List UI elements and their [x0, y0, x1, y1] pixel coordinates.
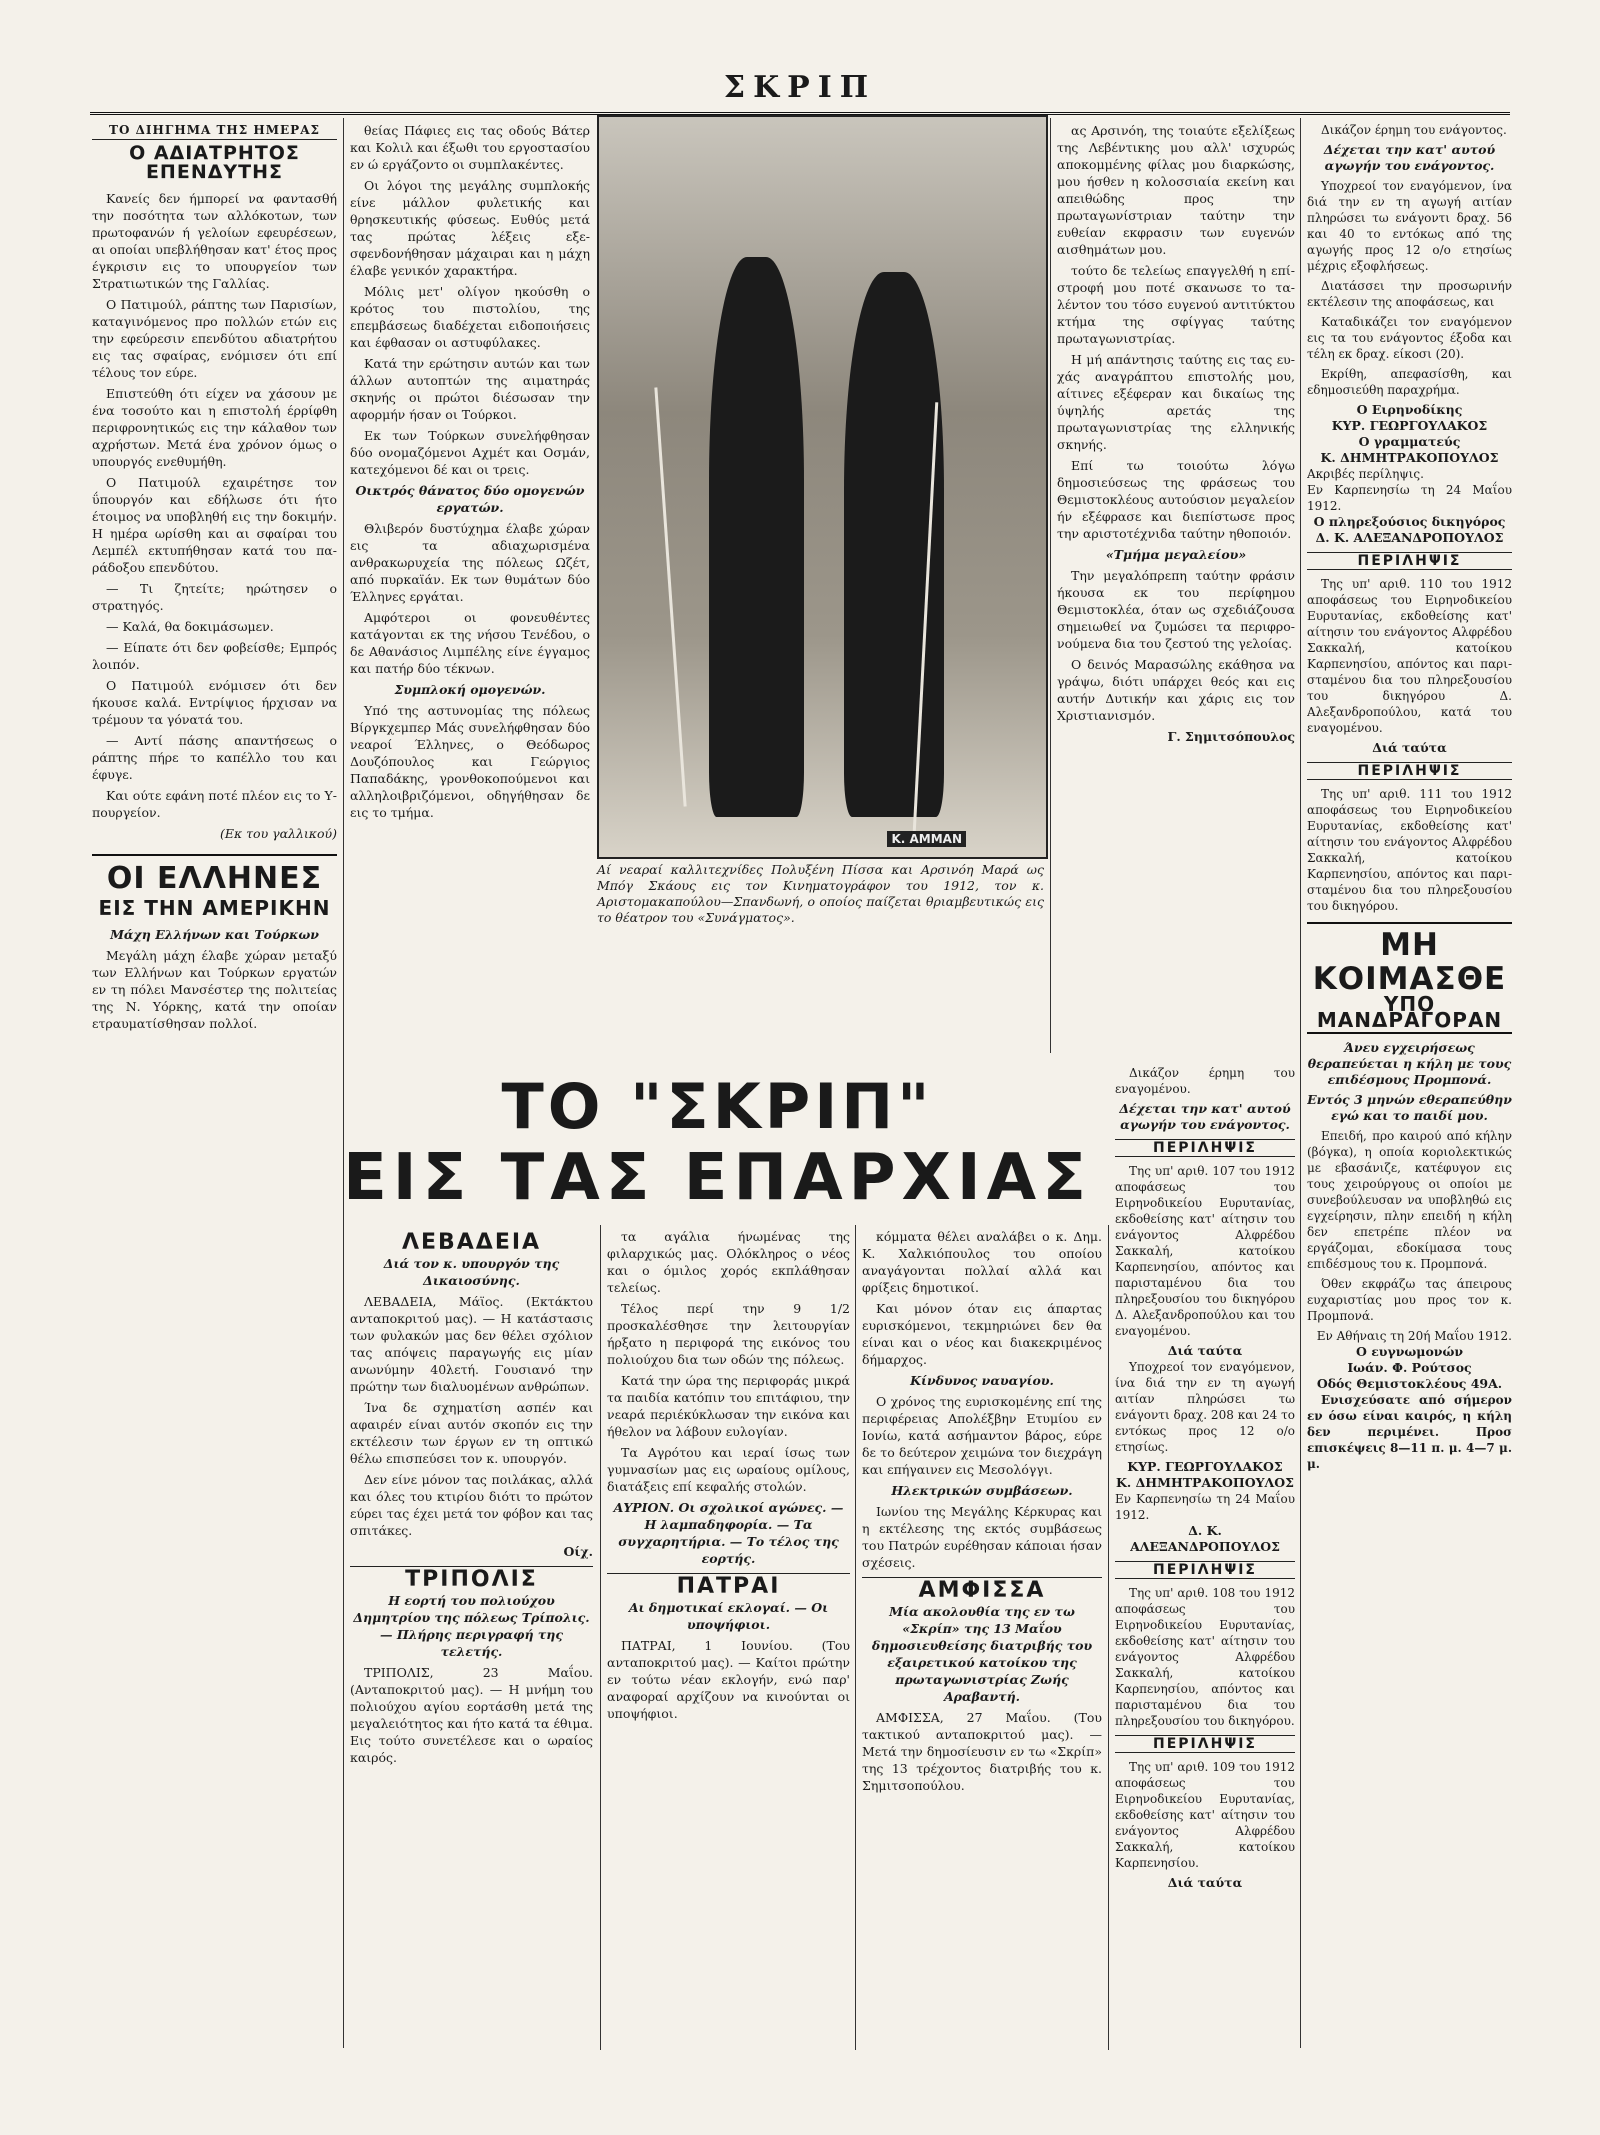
- photo-credit: Κ. ΑΜΜΑΝ: [887, 831, 966, 847]
- notice-heading: ΠΕΡΙΛΗΨΙΣ: [1307, 552, 1512, 570]
- subhead: Η εορτή του πολιούχου Δημητρίου της πόλεως Τρίπολις. — Πλήρης περιγραφή της τελετής.: [353, 1593, 590, 1659]
- paragraph: Εκρίθη, απεφασίσθη, και εδημοσιεύθη παραχρήμα.: [1307, 367, 1512, 397]
- paragraph: Και ούτε εφάνη ποτέ πλέον εις το Υπουργείον.: [92, 788, 337, 820]
- judge-title: Ο Ειρηνοδίκης: [1356, 402, 1463, 417]
- paragraph: Τα Αγρότου και ιεραί ίσως των γυμνασίων μας εις ωραίους ομίλους, διατάξεις επί κεφαλής στολών.: [607, 1445, 850, 1494]
- notice-heading: ΠΕΡΙΛΗΨΙΣ: [1307, 762, 1512, 780]
- subhead: «Τμήμα μεγαλείου»: [1105, 547, 1247, 562]
- paragraph: Τέλος περί την 9 1/2 προσκαλέσθησε την λειτουργίαν ήρξατο η περιφορά της εικόνος του πολιούχου δια των οδών της πόλεως.: [607, 1301, 850, 1367]
- column-rule: [1050, 118, 1051, 1053]
- story2-subtitle: ΕΙΣ ΤΗΝ ΑΜΕΡΙΚΗΝ: [98, 896, 331, 920]
- story2-kicker: Μάχη Ελλήνων και Τούρκων: [110, 927, 319, 942]
- subhead: Ηλεκτρικών συμβάσεων.: [891, 1483, 1073, 1498]
- paragraph: Της υπ' αριθ. 110 του 1912 αποφάσεως του Ειρηνοδικείου Ευρυτανίας, εκδοθείσης κατ' αίτησιν του ενάγοντος Αλφρέδου Σακκαλή, κατοίκου Καρπενησίου, απόντος και παρισταμένου δια του πληρεξουσίου του δικηγόρου Δ. Αλεξανδροπούλου, κατά του εναγομένου.: [1307, 577, 1512, 735]
- paragraph: ΤΡΙΠΟΛΙΣ, 23 Μαΐου. (Ανταποκριτού μας). — Η μνήμη του πολιούχου αγίου εορτάσθη μετά της μεγαλειότητος και ήτο κατά τα έθιμα. Εις τούτο συνετέλεσε και ο ωραίος καιρός.: [350, 1665, 593, 1765]
- lower-column-4: [1115, 1065, 1295, 2050]
- paragraph: Της υπ' αριθ. 109 του 1912 αποφάσεως του Ειρηνοδικείου Ευρυτανίας, εκδοθείσης κατ' αίτησιν του ενάγοντος Αλφρέδου Σακκαλή, κατοίκου Καρπενησίου.: [1115, 1760, 1295, 1870]
- paragraph: Καταδικάζει τον εναγόμενον εις τα του ενάγοντος έξοδα και τέλη εκ δραχ. είκοσι (20).: [1307, 315, 1512, 361]
- clerk-name: Κ. ΔΗΜΗΤΡΑΚΟΠΟΥΛΟΣ: [1320, 450, 1499, 465]
- ad-testimonial-head: Εντός 3 μηνών εθεραπεύθην εγώ και το παιδί μου.: [1307, 1092, 1512, 1123]
- paragraph: — Είπατε ότι δεν φοβείσθε; Εμπρός λοιπόν.: [92, 640, 337, 672]
- paragraph: τούτο δε τελείως επαγγελθή η επίστροφή μου ποτέ σκανωσε το ταλέντον του τόσο ευγενού αντιτύκτου κτήμα της σφίγγας ταύτης πρωταγωνιστρίας.: [1057, 263, 1295, 346]
- notice-heading: ΠΕΡΙΛΗΨΙΣ: [1115, 1561, 1295, 1579]
- subhead: Συμπλοκή ομογενών.: [394, 682, 546, 697]
- paragraph: Επειδή, προ καιρού από κήλην (βόγκα), η οποία κοριολεκτικώς με εβασάνιζε, κατέφυγον εις τους χειρούργους οι οποίοι με συνεβούλευσαν να υποβληθώ εις εγχείρησιν, πλην επειδή η κήλη δεν επετρέπε πλέον να εργάζομαι, εδοκίμασα τους επιδέσμους του κ. Προμπονά.: [1307, 1129, 1512, 1271]
- section-heading: ΛΕΒΑΔΕΙΑ: [401, 1230, 542, 1255]
- headline-line-1: ΤΟ "ΣΚΡΙΠ": [501, 1070, 934, 1143]
- paragraph: Ο χρόνος της ευρισκομένης επί της περιφέρειας Απολέξβην Ετυμίου εν Ιονίω, κατά ασήμαντον βάρος, εύρε δε το δεύτερον χειμώνα τον διεχράγη και επήγαινεν εις Μεσολόγγι.: [862, 1394, 1102, 1477]
- subhead: Αι δημοτικαί εκλογαί. — Οι υποψήφιοι.: [628, 1600, 829, 1632]
- paragraph: θείας Πάφιες εις τας οδούς Βάτερ και Κολιλ και έξωθι του εργοστασίου εν ώ εργάζοντο οι συμπλακέντες.: [350, 123, 590, 172]
- notice-subhead: Διά ταύτα: [1167, 1343, 1243, 1358]
- column-rule: [1108, 1225, 1109, 2050]
- column-4: [1307, 122, 1512, 2052]
- paragraph: Επί τω τοιούτω λόγω δημοσιεύσεως της φράσεως του Θεμιστοκλέους αυτούσιον μεγαλείον ήν εξέφρασε και διεπίστωσε προς την αριστοτέχνιδα ταύτην ηθοποιόν.: [1057, 458, 1295, 541]
- section-headline: [330, 1072, 1105, 1214]
- column-3: [1057, 122, 1295, 1052]
- paragraph: Ο Πατιμούλ, ράπτης των Παρισίων, καταγινόμενος προ πολλών ετών εις την εφεύρεσιν επενδύτου αδιατρήτου εις τας σφαίρας, ενόμισεν ότι επί τέλους τον εύρε.: [92, 297, 337, 380]
- paragraph: ΠΑΤΡΑΙ, 1 Ιουνίου. (Του ανταποκριτού μας). — Καίτοι πρώτην εν τούτω νέαν εκλογήν, ενώ παρ' αναφοραί αρχίζουν να κινούνται οι υποψήφιοι.: [607, 1638, 850, 1721]
- subhead: Μία ακολουθία της εν τω «Σκρίπ» της 13 Μαΐου δημοσιευθείσης διατριβής του εξαιρετικού κατοίκου της πρωταγωνιστρίας Ζωής Αραβαντή.: [871, 1604, 1093, 1704]
- clerk-name: Κ. ΔΗΜΗΤΡΑΚΟΠΟΥΛΟΣ: [1116, 1475, 1294, 1490]
- paragraph: Υπό της αστυνομίας της πόλεως Βίργκχεμπερ Μάς συνελήφθησαν δύο νεαροί Έλληνες, ο Θεόδωρος Δουζόπουλος και Γεώργιος Παπαδάκης, γρονθοκοπούμενοι και αλληλοιβριζόμενοι, οδηγήθησαν δε εις το τμήμα.: [350, 703, 590, 820]
- subhead: Κίνδυνος ναυαγίου.: [910, 1373, 1054, 1388]
- masthead-title: ΣΚΡΙΠ: [723, 70, 877, 105]
- lower-column-2: [607, 1228, 850, 2048]
- notice-subhead: Διά ταύτα: [1167, 1875, 1243, 1890]
- photo-two-actresses: [597, 115, 1048, 859]
- notice-date: Εν Καρπενησίω τη 24 Μαΐου 1912.: [1307, 483, 1512, 513]
- story-kicker: ΤΟ ΔΙΗΓΗΜΑ ΤΗΣ ΗΜΕΡΑΣ: [92, 122, 337, 140]
- section-heading: ΑΜΦΙΣΣΑ: [862, 1577, 1102, 1599]
- staff-left: [654, 387, 686, 806]
- subhead: Δέχεται την κατ' αυτού αγωγήν του ενάγοντος.: [1323, 142, 1496, 173]
- judge-name: ΚΥΡ. ΓΕΩΡΓΟΥΛΑΚΟΣ: [1331, 418, 1488, 433]
- paragraph: — Αντί πάσης απαντήσεως ο ράπτης πήρε το καπέλλο του και έφυγε.: [92, 733, 337, 782]
- paragraph: Επιστεύθη ότι είχεν να χάσουν με ένα τοσούτο και η επιστολή έρρίφθη περιφρονητικώς εις την κάλαθον των αχρήστων. Μετά ένα χρόνον όμως ο υπουργός ενεθυμήθη.: [92, 386, 337, 469]
- paragraph: Ίνα δε σχηματίση ασπέν και αφαιρέν είναι αυτόν σκοπόν εις την εκτέλεσιν των έργων εν τη οπτικώ θέλω επισπεύσει τον κ. υπουργόν.: [350, 1400, 593, 1466]
- paragraph: Ενισχεύσατε από σήμερον εν όσω είναι καιρός, η κήλη δεν περιμένει. Προσ επισκέψεις 8—11 π. μ. 4—7 μ. μ.: [1307, 1393, 1512, 1471]
- ad-date: Εν Αθήναις τη 20ή Μαΐου 1912.: [1316, 1329, 1512, 1343]
- ad-headline: ΜΗ ΚΟΙΜΑΣΘΕ: [1312, 927, 1507, 997]
- story-source: (Εκ του γαλλικού): [219, 826, 337, 841]
- paragraph: Και μόνον όταν εις άπαρτας ευρισκόμενοι, τεκμηριώνει δεν θα είναι και ο νέος και διακεκριμένος δήμαρχος.: [862, 1301, 1102, 1367]
- notice-date: Εν Καρπενησίω τη 24 Μαΐου 1912.: [1115, 1492, 1295, 1522]
- paragraph: Αμφότεροι οι φονευθέντες κατάγονται εκ της νήσου Τενέδου, ο δε Αθανάσιος Λιμπέλης είνε έγγαμος και πατήρ δύο τέκνων.: [350, 610, 590, 676]
- ad-tagline: Άνευ εγχειρήσεως θεραπεύεται η κήλη με τους επιδέσμους Προμπονά.: [1307, 1040, 1512, 1087]
- column-rule: [600, 1225, 601, 2050]
- column-1: [92, 122, 337, 2052]
- paragraph: Δικάζον έρημη του εναγομένου.: [1115, 1066, 1295, 1096]
- paragraph: Της υπ' αριθ. 108 του 1912 αποφάσεως του Ειρηνοδικείου Ευρυτανίας, εκδοθείσης κατ' αίτησιν του ενάγοντος Αλφρέδου Σακκαλή, κατοίκου Καρπενησίου, απόντος και παρισταμένου δια του πληρεξουσίου του δικηγόρου.: [1115, 1586, 1295, 1728]
- subhead: Δέχεται την κατ' αυτού αγωγήν του ενάγοντος.: [1119, 1101, 1291, 1132]
- paragraph: Όθεν εκφράζω τας άπειρους ευχαριστίας μου προς τον κ. Προμπονά.: [1307, 1277, 1512, 1323]
- paragraph: Την μεγαλόπρεπη ταύτην φράσιν ήκουσα εκ του περίφημου Θεμιστοκλέα, όταν ως σχεδιάζουσα σημειωθεί να ζυμώσει τα περιφρονούμενα δια του ζεστού της γελοίας.: [1057, 568, 1295, 651]
- column-rule: [855, 1225, 856, 2050]
- figure-left-silhouette: [709, 257, 804, 817]
- paragraph: ΛΕΒΑΔΕΙΑ, Μάϊος. (Εκτάκτου ανταποκριτού μας). — Η κατάστασις των φυλακών μας δεν θέλει σχόλιον τας απόψεις παραγωγής εις μίαν ανωνύμην 40λετή. Γουσιανό την πρώτην των διαλυομένων ανθρώπων.: [350, 1294, 593, 1394]
- paragraph: Η μή απάντησις ταύτης εις τας ευχάς αναγράπτου επιστολής μου, αίτινες εξέφεραν και δικαίως της ύψηλής αρετάς της πρωταγωνιστρίας της ελληνικής σκηνής.: [1057, 352, 1295, 452]
- paragraph: Ο δεινός Μαρασώλης εκάθησα να γράψω, διότι υπάρχει θεός και εις αυτήν Δυτικήν και χάρις εις τον Χριστιανισμόν.: [1057, 657, 1295, 723]
- notice-heading: ΠΕΡΙΛΗΨΙΣ: [1115, 1139, 1295, 1157]
- notice-heading: ΠΕΡΙΛΗΨΙΣ: [1115, 1735, 1295, 1753]
- paragraph: ΑΜΦΙΣΣΑ, 27 Μαΐου. (Του τακτικού ανταποκριτού μας). — Μετά την δημοσίευσιν εν τω «Σκρίπ» της 13 τρέχοντος διατριβής του κ. Σημιτσοπούλου.: [862, 1710, 1102, 1793]
- paragraph: Μόλις μετ' ολίγον ηκούσθη ο κρότος του πιστολίου, της επεμβάσεως διαδέχεται ειδοποιήσεις και έφθασαν οι αστυφύλακες.: [350, 284, 590, 350]
- clerk-title: Ο γραμματεύς: [1358, 434, 1461, 449]
- story-title: Ο ΑΔΙΑΤΡΗΤΟΣ ΕΠΕΝΔΥΤΗΣ: [129, 142, 300, 183]
- paragraph: Ο Πατιμούλ ενόμισεν ότι δεν ήκουσε καλά. Εντρίψιος ήρχισαν να τρέμουν τα γόνατά του.: [92, 678, 337, 727]
- ad-subheadline: ΥΠΟ ΜΑΝΔΡΑΓΟΡΑΝ: [1316, 992, 1503, 1032]
- paragraph: τα αγάλια ήνωμένας της φιλαρχικώς μας. Ολόκληρος ο νέος και ο όμιλος χορός εκπλάθησαν τελείως.: [607, 1229, 850, 1295]
- lawyer-name: Δ. Κ. ΑΛΕΞΑΝΔΡΟΠΟΥΛΟΣ: [1315, 530, 1504, 545]
- paragraph: Οι λόγοι της μεγάλης συμπλοκής είνε μάλλον φυλετικής και θρησκευτικής φύσεως. Ευθύς μετά τας πρώτας λέξεις εξεσφενδονήθησαν μάχαιραι και η μάχη έλαβε γενικόν χαρακτήρα.: [350, 178, 590, 278]
- ad-signer-name: Ιωάν. Φ. Ρούτσος: [1347, 1360, 1472, 1375]
- lower-column-3: [862, 1228, 1102, 2048]
- ad-signer-title: Ο ευγνωμονών: [1355, 1344, 1464, 1359]
- paragraph: Θλιβερόν δυστύχημα έλαβε χώραν εις τα αδιαχωρισμένα ανθρακωρυχεία της πόλεως Ωζέτ, από πυρκαϊάν. Εκ των θυμάτων δύο Έλληνες εργάται.: [350, 521, 590, 604]
- paragraph: — Καλά, θα δοκιμάσωμεν.: [106, 619, 274, 634]
- copy-note: Ακριβές περίληψις.: [1307, 467, 1424, 481]
- author-signature: Γ. Σημιτσόπουλος: [1167, 729, 1295, 744]
- paragraph: — Τι ζητείτε; ηρώτησεν ο στρατηγός.: [92, 581, 337, 613]
- story2-title: ΟΙ ΕΛΛΗΝΕΣ: [106, 861, 323, 896]
- paragraph: κόμματα θέλει αναλάβει ο κ. Δημ. Κ. Χαλκιόπουλος του οποίου αναγάγονται πολλαί αλλά και φρίξεις δημοτικοί.: [862, 1229, 1102, 1295]
- paragraph: Υποχρεοί τον εναγόμενον, ίνα διά την εν τη αγωγή αιτίαν πληρώσει τω ενάγοντι δραχ. 208 και 24 το εντόκως προς 12 ο/ο ετησίως.: [1115, 1360, 1295, 1454]
- lower-column-1: [350, 1228, 593, 2048]
- paragraph: Διατάσσει την προσωρινήν εκτέλεσιν της αποφάσεως, και: [1307, 279, 1512, 309]
- paragraph: Κατά την ώρα της περιφοράς μικρά τα παιδία κατόπιν του επιτάφιου, την νεαρά περιέκύκλωσαν την εικόνα και ήθελον να λάβουν ευλογίαν.: [607, 1373, 850, 1439]
- paragraph: Ιωνίου της Μεγάλης Κέρκυρας και η εκτέλεσης της εκτός συμβάσεως του Πατρών ευρέθησαν κάποιαι ήσαν σχέσεις.: [862, 1504, 1102, 1570]
- paragraph: Μεγάλη μάχη έλαβε χώραν μεταξύ των Ελλήνων και Τούρκων εργατών εν τη πόλει Μανσέστερ της πολιτείας της Ν. Υόρκης, κατά την οποίαν ετραυματίσθησαν πολλοί.: [92, 948, 337, 1031]
- advertisement-header: [1307, 922, 1512, 1034]
- column-2: [350, 122, 590, 1052]
- notice-subhead: Διά ταύτα: [1372, 740, 1447, 755]
- lawyer-name: Δ. Κ. ΑΛΕΞΑΝΔΡΟΠΟΥΛΟΣ: [1130, 1523, 1280, 1554]
- paragraph: Της υπ' αριθ. 107 του 1912 αποφάσεως του Ειρηνοδικείου Ευρυτανίας, εκδοθείσης κατ' αίτησιν του ενάγοντος Αλφρέδου Σακκαλή, κατοίκου Καρπενησίου, απόντος και παρισταμένου δια του πληρεξουσίου του δικηγόρου Δ. Αλεξανδροπούλου και του εναγομένου.: [1115, 1164, 1295, 1338]
- section-heading: ΤΡΙΠΟΛΙΣ: [350, 1566, 593, 1588]
- paragraph: Εκ των Τούρκων συνελήφθησαν δύο ονομαζόμενοι Αχμέτ και Οσμάν, κατεχόμενοι δέ και οι τρεις.: [350, 428, 590, 477]
- paragraph: Ο Πατιμούλ εχαιρέτησε τον ΰπουργόν και εδήλωσε ότι ήτο έτοιμος να υποβληθή εις την δοκιμήν. Η ημέρα ωρίσθη και αι σφαίραι του Λεμπέλ εκτυπήθησαν κατά του παράδοξου επενδύτου.: [92, 475, 337, 575]
- judge-name: ΚΥΡ. ΓΕΩΡΓΟΥΛΑΚΟΣ: [1127, 1459, 1283, 1474]
- photo-caption: Αί νεαραί καλλιτεχνίδες Πολυξένη Πίσσα και Αρσινόη Μαρά ως Μπόγ Σκάους εις τον Κινηματογράφον του 1912, τον κ. Αριστομακαπούλου—Σπανδωνή, ο οποίος παίζεται θριαμβευτικώς εις το θέατρον του «Συνάγματος».: [597, 862, 1044, 925]
- column-rule: [1300, 118, 1301, 2048]
- subhead: Οικτρός θάνατος δύο ομογενών εργατών.: [355, 483, 585, 515]
- ad-address: Οδός Θεμιστοκλέους 49Α.: [1316, 1376, 1503, 1391]
- paragraph: Της υπ' αριθ. 111 του 1912 αποφάσεως του Ειρηνοδικείου Ευρυτανίας, εκδοθείσης κατ' αίτησιν του ενάγοντος Αλφρέδου Σακκαλή, κατοίκου Καρπενησίου, απόντος και παρισταμένου δια του πληρεξουσίου του δικηγόρου.: [1307, 787, 1512, 913]
- masthead-bar: [90, 70, 1510, 115]
- headline-line-2: ΕΙΣ ΤΑΣ ΕΠΑΡΧΙΑΣ: [343, 1141, 1092, 1215]
- subhead: ΑΥΡΙΟΝ. Οι σχολικοί αγώνες. — Η λαμπαδηφορία. — Τα συγχαρητήρια. — Το τέλος της εορτής.: [613, 1500, 844, 1566]
- paragraph: ας Αρσινόη, της τοιαύτε εξελίξεως της Λεβέντικης μου αλλ' ισχυρώς αποκομμένης φίλας μου διαρκώσης, μου ήσθεν η κολοσσιαία εκείνη και απειθώδης προς την πρωταγωνίστριαν ταύτην την ευθείαν εκφρασιν των ευγενών αισθημάτων μου.: [1057, 123, 1295, 257]
- paragraph: Δικάζον έρημη του ενάγοντος.: [1321, 123, 1507, 137]
- paragraph: Κατά την ερώτησιν αυτών και των άλλων αυτοπτών της αιματηράς σκηνής οι πρώτοι διέσωσαν την αφορμήν ήσαν οι Τούρκοι.: [350, 356, 590, 422]
- subhead: Διά τον κ. υπουργόν της Δικαιοσύνης.: [383, 1256, 560, 1288]
- section-heading: ΠΑΤΡΑΙ: [607, 1573, 850, 1595]
- correspondent-sign: Οίχ.: [563, 1544, 593, 1559]
- paragraph: Κανείς δεν ήμπορεί να φαντασθή την ποσότητα των αλλόκοτων, των πρωτοφανών ή γελοίων εφευρέσεων, αι οποίαι υπεβλήθησαν κατ' έτος προς έγκρισιν εις το υπουργείον των Στρατιωτικών της Γαλλίας.: [92, 191, 337, 291]
- paragraph: Υποχρεοί τον εναγόμενον, ίνα διά την εν τη αγωγή αιτίαν πληρώσει τω ενάγοντι δραχ. 56 και 40 το εντόκως από της αγωγής προς 12 ο/ο ετησίως μέχρις εξοφλήσεως.: [1307, 179, 1512, 273]
- lawyer-title: Ο πληρεξούσιος δικηγόρος: [1313, 514, 1506, 529]
- paragraph: Δεν είνε μόνον τας ποιλάκας, αλλά και όλες του κτιρίου διότι το πρώτον εύρει τας έχει μετά τον φόβον και τας σπιτάκες.: [350, 1472, 593, 1538]
